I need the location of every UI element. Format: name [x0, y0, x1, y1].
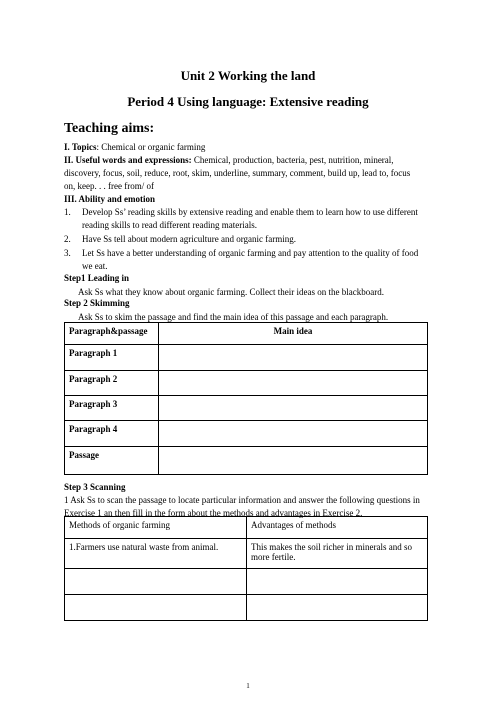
period-title: Period 4 Using language: Extensive reading — [127, 94, 369, 109]
useful-words-line — [64, 154, 394, 166]
ability-item-3-line1: Let Ss have a better understanding of organic farming and pay attention to the quality of food — [82, 248, 419, 258]
ability-item-2-line1: Have Ss tell about modern agriculture and organic farming. — [82, 234, 297, 244]
table-row — [65, 345, 428, 371]
table-row-label: Paragraph 3 — [65, 396, 159, 421]
main-idea-cell[interactable] — [159, 345, 428, 371]
step3-text-2: Exercise 1 an then fill in the form about the methods and advantages in Exercise 2. — [64, 508, 363, 518]
table-row — [65, 595, 428, 621]
table-row — [65, 569, 428, 595]
advantage-cell — [247, 539, 428, 569]
table-row — [65, 396, 428, 421]
useful-words-text-2: discovery, focus, soil, reduce, root, skim, underline, summary, comment, build up, lead to, focus — [64, 168, 411, 178]
main-idea-table — [64, 322, 428, 475]
step2-text: Ask Ss to skim the passage and find the main idea of this passage and each paragraph. — [78, 312, 389, 322]
ability-item-1-line2: reading skills to read different reading materials. — [82, 220, 258, 230]
main-idea-cell[interactable] — [159, 396, 428, 421]
ability-item-3-line2: we eat. — [82, 261, 108, 271]
ability-item-num-3: 3. — [64, 248, 71, 258]
method-cell[interactable] — [65, 569, 247, 595]
step1-heading: Step1 Leading in — [64, 273, 130, 283]
table-row — [65, 421, 428, 447]
table-header-cell: Main idea — [159, 323, 428, 345]
ability-item-num-2: 2. — [64, 234, 71, 244]
methods-table — [64, 516, 428, 621]
teaching-aims-heading: Teaching aims: — [64, 121, 155, 136]
table-row — [65, 539, 428, 569]
advantage-line-2: more fertile. — [251, 552, 296, 562]
ability-heading: III. Ability and emotion — [64, 194, 156, 204]
advantage-line-1: This makes the soil richer in minerals and so — [251, 542, 412, 552]
table-header-row — [65, 517, 428, 539]
table-row-label: Paragraph 2 — [65, 371, 159, 396]
topics-text: : Chemical or organic farming — [96, 142, 206, 152]
table-header-cell: Methods of organic farming — [65, 517, 247, 539]
table-row — [65, 371, 428, 396]
document-title: Unit 2 Working the land — [180, 68, 316, 83]
useful-words-text-3: on, keep. . . free from/ of — [64, 181, 154, 191]
topics-label: I. Topics — [64, 142, 97, 152]
step3-text-1: 1 Ask Ss to scan the passage to locate particular information and answer the following questions in — [64, 495, 420, 505]
topics-line — [64, 141, 205, 153]
step2-heading: Step 2 Skimming — [64, 298, 130, 308]
table-header-cell: Advantages of methods — [247, 517, 428, 539]
advantage-cell[interactable] — [247, 595, 428, 621]
useful-words-text-1: Chemical, production, bacteria, pest, nutrition, mineral, — [191, 155, 394, 165]
ability-item-1-line1: Develop Ss’ reading skills by extensive reading and enable them to learn how to use different — [82, 207, 418, 217]
ability-item-num-1: 1. — [64, 207, 71, 217]
page-number: 1 — [246, 682, 250, 690]
useful-words-label: II. Useful words and expressions: — [64, 155, 192, 165]
table-header-cell: Paragraph&passage — [65, 323, 159, 345]
main-idea-cell[interactable] — [159, 421, 428, 447]
main-idea-cell[interactable] — [159, 447, 428, 475]
step1-text: Ask Ss what they know about organic farming. Collect their ideas on the blackboard. — [78, 287, 385, 297]
table-header-row — [65, 323, 428, 345]
table-row — [65, 447, 428, 475]
method-cell[interactable] — [65, 595, 247, 621]
method-cell: 1.Farmers use natural waste from animal. — [65, 539, 247, 569]
step3-heading: Step 3 Scanning — [64, 482, 126, 492]
advantage-cell[interactable] — [247, 569, 428, 595]
table-row-label: Paragraph 4 — [65, 421, 159, 447]
table-row-label: Paragraph 1 — [65, 345, 159, 371]
main-idea-cell[interactable] — [159, 371, 428, 396]
table-row-label: Passage — [65, 447, 159, 475]
